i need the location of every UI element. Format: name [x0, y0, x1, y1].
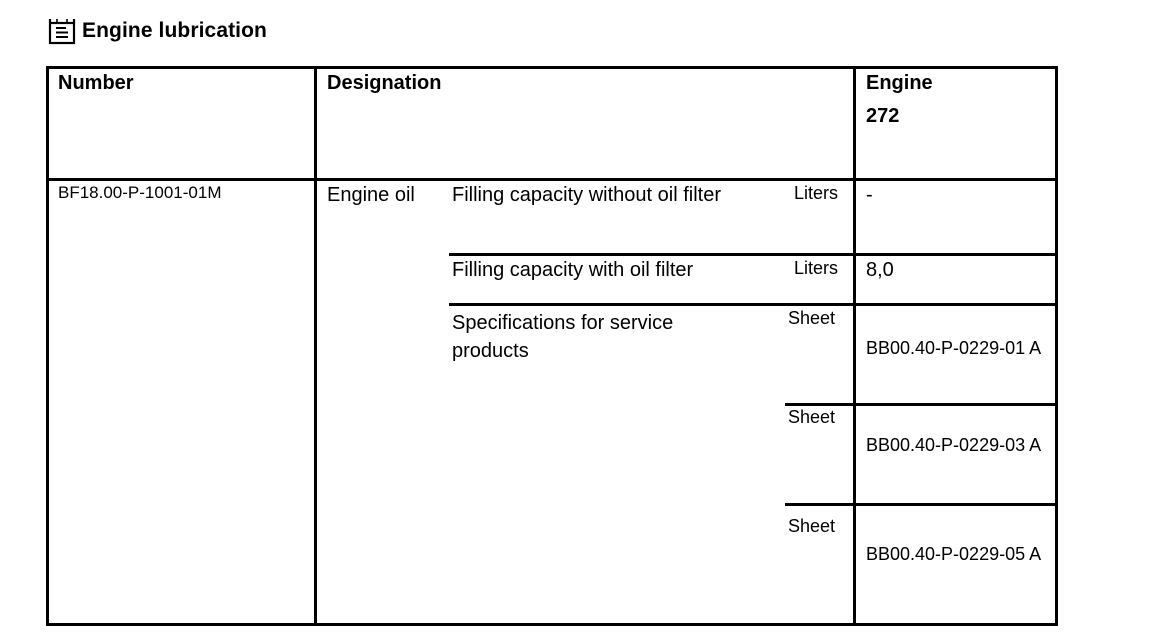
col-divider-engine [853, 66, 856, 626]
item-unit: Sheet [788, 516, 836, 536]
col-divider-number [314, 66, 317, 626]
item-value: - [866, 184, 873, 206]
item-unit: Liters [794, 183, 839, 203]
item-unit: Sheet [788, 308, 836, 328]
item-description: Filling capacity without oil filter [452, 184, 721, 206]
section-title: Engine lubrication [82, 19, 267, 42]
item-unit: Sheet [788, 407, 836, 427]
section-heading [48, 14, 267, 48]
item-description: Filling capacity with oil filter [452, 259, 694, 281]
row-divider-3 [785, 403, 1058, 406]
group-engine-oil: Engine oil [327, 184, 415, 206]
header-number: Number [58, 72, 134, 94]
item-value: 8,0 [866, 259, 894, 281]
item-value: BB00.40-P-0229-03 A [866, 435, 1042, 455]
row-divider-2 [449, 303, 1058, 306]
oil-can-sheet-icon [48, 17, 76, 45]
row-divider-4 [785, 503, 1058, 506]
row-divider-1 [449, 253, 1058, 256]
item-unit: Liters [794, 258, 839, 278]
document-number: BF18.00-P-1001-01M [58, 183, 222, 202]
header-divider [46, 178, 1058, 181]
item-description: Specifications for service products [452, 312, 674, 362]
header-engine-code: 272 [866, 105, 900, 127]
header-engine-label: Engine [866, 72, 933, 94]
item-value: BB00.40-P-0229-05 A [866, 544, 1042, 564]
item-value: BB00.40-P-0229-01 A [866, 338, 1042, 358]
header-designation: Designation [327, 72, 442, 94]
